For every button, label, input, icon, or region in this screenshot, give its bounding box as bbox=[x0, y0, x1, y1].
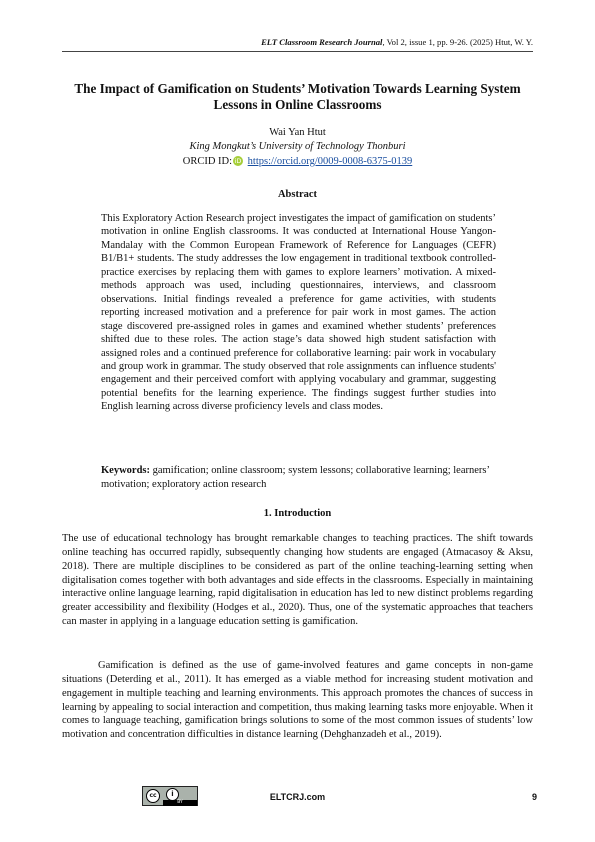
section-heading-introduction: 1. Introduction bbox=[263, 508, 332, 519]
paragraph: The use of educational technology has brought remarkable changes to teaching practices. The shift towards online teaching has occurred rapidly, subsequently changing how students are engaged (Atmacasoy & Aksu, 2018). There are multiple disciplines to be considered as part of the online teaching-learning setting when digitalisation comes together with both advantages and side effects in the classrooms. Especially in maintaining interactive online language learning, rapid digitalisation in education has led to new distinct problems regarding greater accessibility and flexibility (Hodges et al., 2020). Thus, one of the systematic approaches that teachers can master in applying in a language education setting is gamification. bbox=[62, 533, 533, 628]
page-number: 9 bbox=[531, 792, 537, 802]
paragraph: Gamification is defined as the use of game-involved features and game concepts in non-game situations (Deterding et al., 2011). It has emerged as a viable method for increasing student motivation and engagement in multiple teaching and learning environments. This approach promotes the chances of success in learning by appealing to social interaction and competition, thus making learning tasks more enjoyable. When it comes to language teaching, gamification brings solutions to some of the most common issues of students’ low motivation and concentration difficulties in distance learning (Dehghanzadeh et al., 2019). bbox=[62, 660, 533, 741]
journal-citation: , Vol 2, issue 1, pp. 9-26. (2025) Htut, W. Y. bbox=[382, 37, 533, 47]
abstract-heading: Abstract bbox=[277, 189, 318, 200]
by-label: BY bbox=[163, 800, 197, 806]
paper-title: The Impact of Gamification on Students’ Motivation Towards Learning System Lessons in Online Classrooms bbox=[74, 81, 521, 112]
author-name: Wai Yan Htut bbox=[269, 127, 326, 138]
orcid-link[interactable]: https://orcid.org/0009-0008-6375-0139 bbox=[247, 156, 413, 167]
running-header bbox=[261, 37, 533, 47]
abstract-text: This Exploratory Action Research project investigates the impact of gamification on students’ motivation in online English classrooms. It was conducted at International House Yangon-Mandalay with the Common European Framework of Reference for Languages (CEFR) B1/B1+ students. The study addresses the low engagement in traditional textbook controlled-practice exercises by replacing them with games to explore learners’ motivation. A mixed-methods approach was used, including questionnaires, interviews, and classroom observations. Initial findings revealed a preference for game activities, with students reporting increased motivation and a preference for pair work in most games. The action stage discovered pre-assigned roles in games and examined whether students’ preferences shifted due to these roles. The action stage’s data showed high student satisfaction with assigned roles and a continued preference for collaborative learning: pair work in vocabulary and group work in grammar. The study observed that role assignments can influence students' engagement and their perceived comfort with applying vocabulary and grammar, suggesting potential benefits for the learning experience. The findings suggest further studies into English learning across diverse proficiency levels and class modes. bbox=[101, 213, 496, 413]
orcid-line bbox=[0, 156, 595, 167]
keywords-text: gamification; online classroom; system lessons; collaborative learning; learners’ motivation; exploratory action research bbox=[101, 465, 490, 490]
header-rule bbox=[62, 51, 533, 52]
orcid-label: ORCID ID: bbox=[182, 156, 233, 167]
cc-icon: cc bbox=[146, 789, 160, 803]
attribution-icon: i bbox=[166, 788, 179, 801]
orcid-icon: iD bbox=[234, 157, 242, 165]
footer-site: ELTCRJ.com bbox=[269, 792, 326, 802]
journal-name: ELT Classroom Research Journal bbox=[261, 37, 383, 47]
keywords-label: Keywords: bbox=[101, 465, 150, 476]
keywords bbox=[101, 464, 496, 492]
author-affiliation: King Mongkut’s University of Technology Thonburi bbox=[189, 141, 406, 152]
